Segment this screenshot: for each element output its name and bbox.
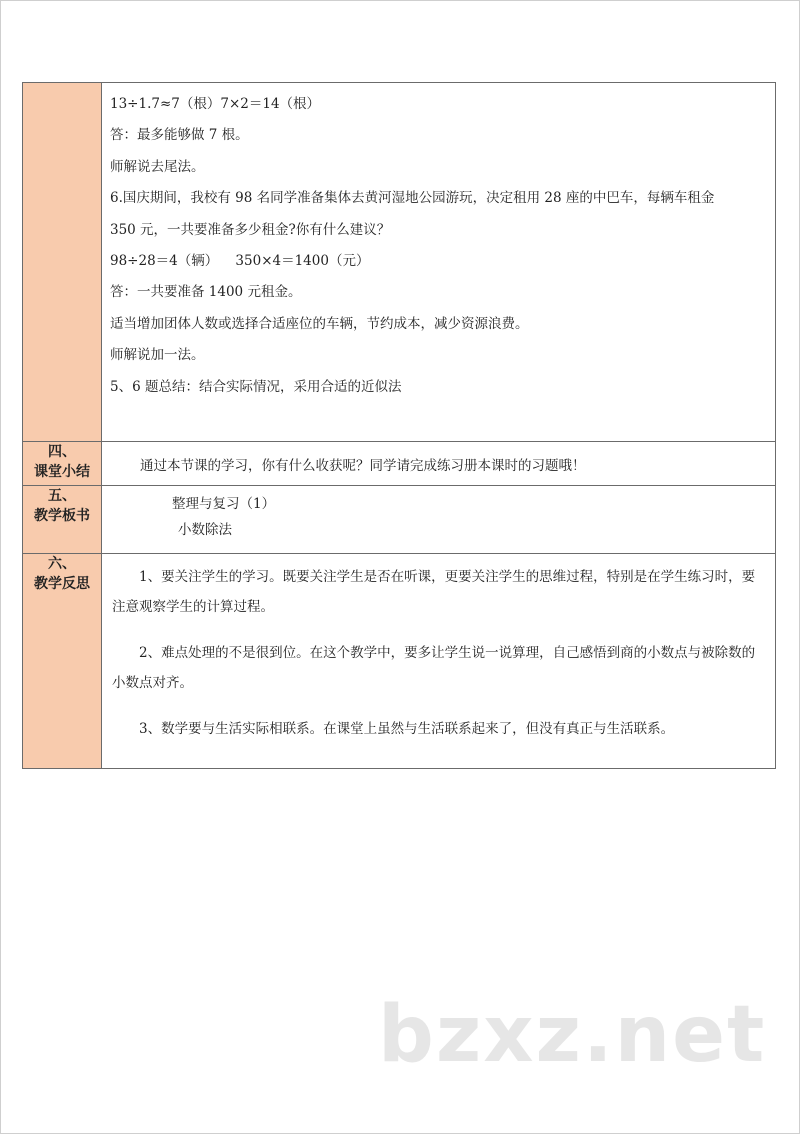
practice-label-cell (23, 83, 102, 442)
lesson-plan-table (22, 82, 776, 769)
reflection-row (23, 554, 776, 769)
board-label-num: 五、 (48, 488, 76, 504)
board-row (23, 486, 776, 554)
practice-line: 13÷1.7≈7（根）7×2＝14（根） (110, 96, 321, 112)
practice-line: 350 元，一共要准备多少租金?你有什么建议？ (110, 221, 391, 238)
reflection-paragraph: 3、数学要与生活实际相联系。在课堂上虽然与生活联系起来了，但没有真正与生活联系。 (139, 721, 675, 737)
practice-line: 师解说去尾法。 (110, 158, 205, 175)
practice-line: 5、6 题总结：结合实际情况，采用合适的近似法 (110, 378, 402, 395)
summary-label-num: 四、 (48, 444, 76, 460)
practice-line: 98÷28＝4（辆） 350×4＝1400（元） (110, 252, 370, 269)
reflection-paragraph: 2、难点处理的不是很到位。在这个教学中，要多让学生说一说算理，自己感悟到商的小数点与被除数的小数点对齐。 (112, 645, 756, 691)
board-label-text: 教学板书 (34, 508, 90, 524)
practice-line: 答：一共要准备 1400 元租金。 (110, 284, 302, 301)
practice-line: 答：最多能够做 7 根。 (110, 127, 249, 144)
reflection-content (102, 554, 776, 769)
practice-row (23, 83, 776, 442)
summary-label (23, 442, 102, 486)
practice-line: 6.国庆期间，我校有 98 名同学准备集体去黄河湿地公园游玩，决定租用 28 座的中巴车，每辆车租金 (110, 190, 715, 207)
reflection-paragraph: 1、要关注学生的学习。既要关注学生是否在听课，更要关注学生的思维过程，特别是在学生练习时，要注意观察学生的计算过程。 (112, 569, 756, 615)
practice-line: 师解说加一法。 (110, 347, 205, 364)
board-content (102, 486, 776, 554)
summary-label-text: 课堂小结 (34, 464, 90, 480)
reflection-label (23, 554, 102, 769)
summary-row (23, 442, 776, 486)
reflection-label-num: 六、 (48, 556, 76, 572)
watermark: bzxz.net (378, 990, 767, 1080)
board-subtitle: 小数除法 (178, 522, 232, 538)
board-label (23, 486, 102, 554)
practice-line: 适当增加团体人数或选择合适座位的车辆，节约成本，减少资源浪费。 (110, 315, 529, 332)
summary-content: 通过本节课的学习，你有什么收获呢？同学请完成练习册本课时的习题哦！ (102, 442, 776, 486)
reflection-label-text: 教学反思 (34, 576, 90, 592)
practice-content (102, 83, 776, 442)
board-title: 整理与复习（1） (172, 496, 276, 512)
